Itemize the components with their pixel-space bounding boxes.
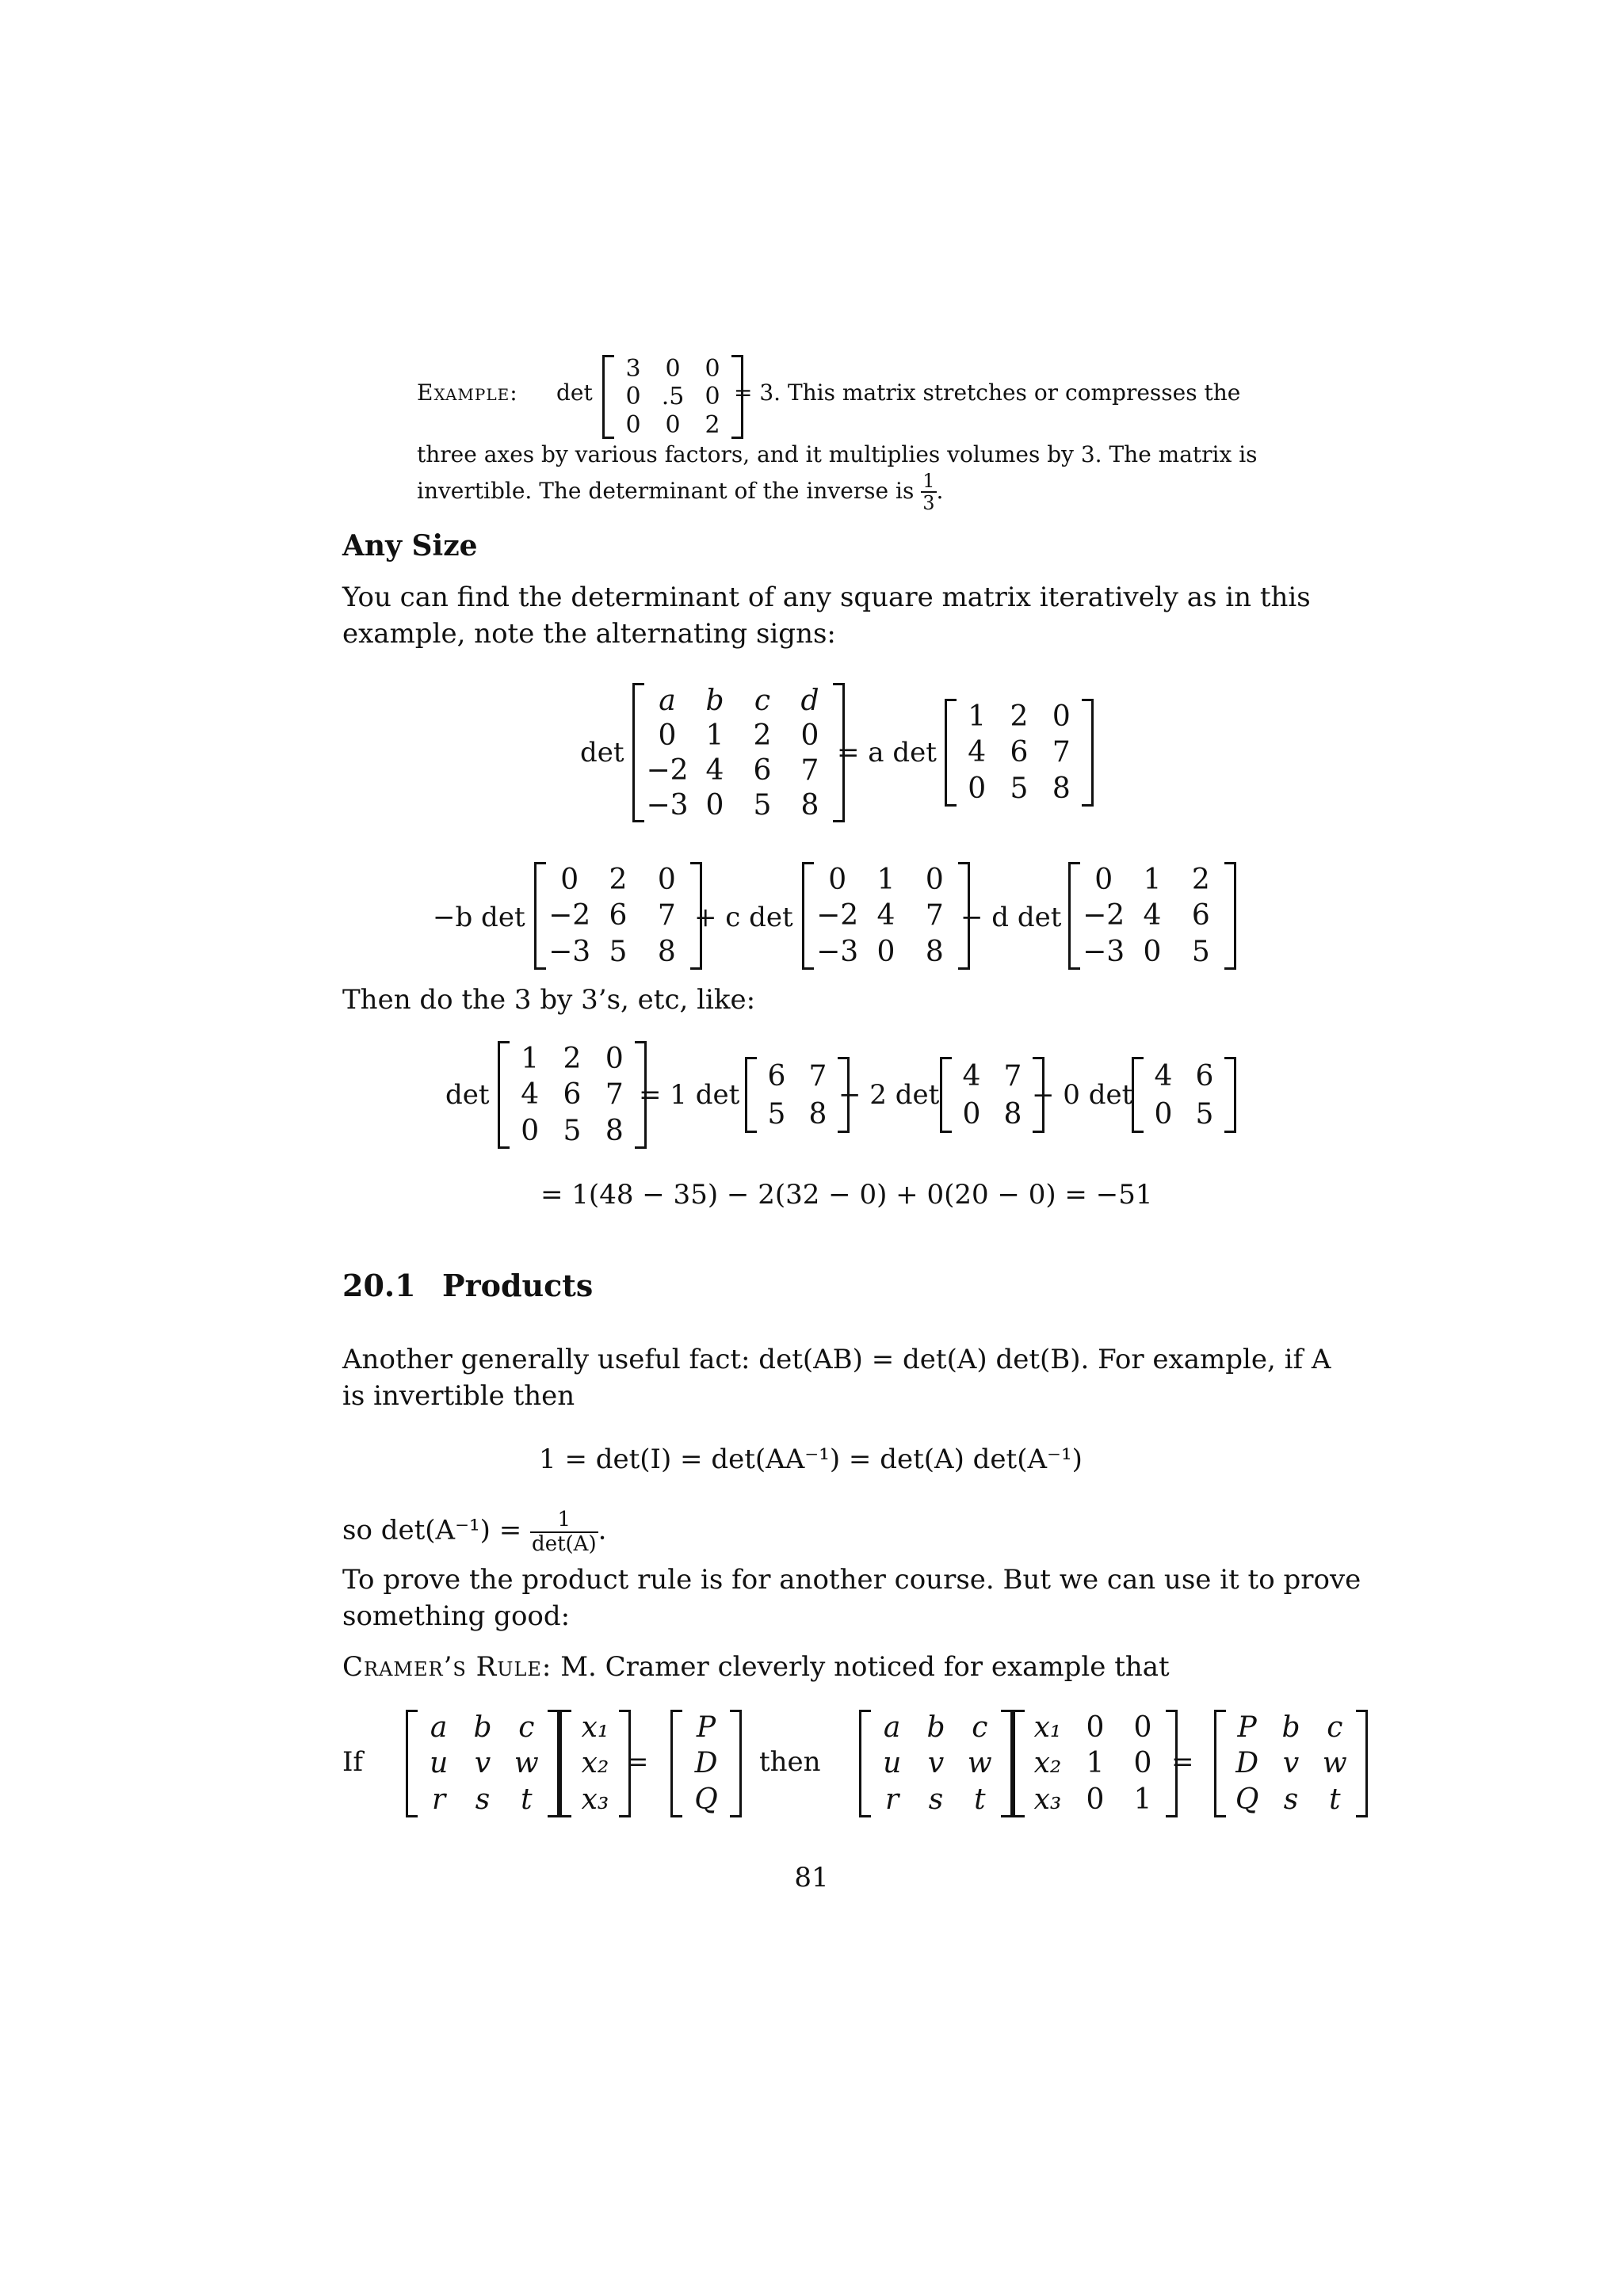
matrix-cell: 0: [521, 1114, 540, 1147]
matrix-cell: 0: [876, 935, 896, 968]
matrix-cell: 4: [876, 899, 896, 933]
cramer-label: Cramer’s Rule:: [342, 1651, 552, 1683]
c-det: + c det: [694, 902, 793, 933]
matrix-cell: 0: [800, 719, 819, 752]
products-para-line2: is invertible then: [342, 1380, 575, 1412]
cramer-text: M. Cramer cleverly noticed for example that: [560, 1651, 1170, 1683]
matrix-cell: Q: [694, 1783, 718, 1816]
matrix-cell: 0: [705, 383, 720, 411]
matrix-cell: 0: [1086, 1783, 1105, 1816]
matrix-cell: r: [885, 1783, 899, 1816]
matrix-cell: u: [883, 1747, 902, 1780]
left-bracket: [745, 1057, 757, 1133]
matrix-cell: b: [473, 1711, 492, 1745]
matrix-cell: w: [514, 1747, 539, 1780]
eq-3-det: + 0 det: [1032, 1079, 1133, 1111]
left-bracket: [534, 862, 546, 970]
matrix-cell: −2: [646, 753, 689, 787]
matrix-cell: 8: [800, 788, 819, 822]
matrix-cell: 5: [609, 935, 628, 968]
two-by-two-b: [940, 1057, 1044, 1133]
matrix-cell: 2: [1191, 864, 1210, 897]
matrix-cell: 7: [800, 753, 819, 787]
right-bracket: [1224, 1057, 1236, 1133]
matrix-cell: 8: [605, 1114, 624, 1147]
minor-c-matrix: [802, 862, 970, 970]
matrix-cell: 5: [1010, 772, 1029, 805]
eq-2-det: − 2 det: [838, 1079, 940, 1111]
matrix-cell: 0: [1052, 700, 1071, 734]
matrix-cell: −3: [548, 935, 591, 968]
matrix-cell: 0: [1086, 1711, 1105, 1745]
matrix-cell: 0: [665, 355, 681, 383]
matrix-cell: 2: [563, 1043, 582, 1076]
minor-d-matrix: [1068, 862, 1236, 970]
matrix-cell: 0: [1154, 1097, 1173, 1131]
left-bracket: [670, 1710, 682, 1817]
any-size-para-line2: example, note the alternating signs:: [342, 618, 836, 650]
then-label: then: [759, 1746, 821, 1778]
matrix-cell: 0: [705, 788, 724, 822]
right-bracket: [1356, 1710, 1368, 1817]
matrix-cell: 5: [563, 1114, 582, 1147]
left-bracket: [406, 1710, 418, 1817]
rhs-vector: [670, 1710, 742, 1817]
matrix-cell: 1: [1133, 1783, 1152, 1816]
matrix-cell: 8: [925, 935, 944, 968]
matrix-cell: 7: [925, 899, 944, 933]
right-bracket: [1082, 699, 1094, 807]
products-para2-line1: To prove the product rule is for another course. But we can use it to prove: [342, 1564, 1361, 1596]
matrix-cell: t: [1329, 1783, 1341, 1816]
matrix-cell: d: [800, 684, 819, 717]
matrix-cell: 3: [625, 355, 641, 383]
left-bracket: [498, 1041, 510, 1149]
matrix-cell: 4: [962, 1059, 981, 1093]
matrix-cell: 8: [1003, 1097, 1022, 1131]
left-bracket: [1132, 1057, 1144, 1133]
coefficient-matrix: [406, 1710, 559, 1817]
matrix-cell: b: [705, 684, 724, 717]
matrix-cell: −2: [1083, 899, 1125, 933]
cramer-result-matrix: [1214, 1710, 1368, 1817]
matrix-cell: x₂: [1033, 1747, 1062, 1780]
matrix-cell: 0: [962, 1097, 981, 1131]
big-matrix: [632, 683, 845, 822]
matrix-cell: −2: [548, 899, 591, 933]
matrix-cell: b: [926, 1711, 945, 1745]
matrix-cell: 0: [657, 864, 676, 897]
page-number: 81: [794, 1862, 829, 1894]
matrix-cell: 2: [705, 410, 720, 439]
matrix-cell: s: [1283, 1783, 1299, 1816]
left-bracket: [945, 699, 957, 807]
matrix-cell: 1: [705, 719, 724, 752]
b-det: −b det: [433, 902, 525, 933]
matrix-cell: 2: [753, 719, 772, 752]
matrix-cell: D: [694, 1747, 718, 1780]
matrix-cell: t: [974, 1783, 986, 1816]
left-bracket: [1214, 1710, 1226, 1817]
matrix-cell: 0: [1143, 935, 1162, 968]
matrix-cell: 7: [1003, 1059, 1022, 1093]
matrix-cell: v: [927, 1747, 945, 1780]
matrix-cell: P: [1237, 1711, 1257, 1745]
unknowns-vector: [559, 1710, 631, 1817]
matrix-cell: 8: [657, 935, 676, 968]
matrix-cell: a: [430, 1711, 448, 1745]
example-line2: three axes by various factors, and it multiplies volumes by 3. The matrix is: [417, 441, 1258, 467]
matrix-cell: t: [521, 1783, 533, 1816]
cramer-line: [342, 1650, 1170, 1685]
matrix-cell: c: [972, 1711, 988, 1745]
matrix-cell: 0: [605, 1043, 624, 1076]
matrix-cell: 4: [968, 736, 987, 769]
products-para2-line2: something good:: [342, 1600, 571, 1632]
matrix-cell: 6: [563, 1078, 582, 1112]
minor-a-matrix: [945, 699, 1094, 807]
matrix-cell: 6: [753, 753, 772, 787]
matrix-cell: D: [1235, 1747, 1259, 1780]
matrix-cell: 0: [658, 719, 677, 752]
left-bracket: [1068, 862, 1080, 970]
matrix-cell: 1: [968, 700, 987, 734]
matrix-cell: w: [1322, 1747, 1347, 1780]
matrix-cell: 0: [1133, 1711, 1152, 1745]
matrix-cell: 6: [1191, 899, 1210, 933]
matrix-cell: 1: [876, 864, 896, 897]
coefficient-matrix-2: [859, 1710, 1013, 1817]
matrix-cell: 8: [808, 1097, 827, 1131]
matrix-cell: c: [518, 1711, 535, 1745]
example-det: det: [556, 379, 593, 406]
matrix-cell: 0: [625, 383, 641, 411]
matrix-cell: 5: [1191, 935, 1210, 968]
matrix-cell: 7: [1052, 736, 1071, 769]
three-by-three-matrix: [498, 1041, 647, 1149]
inverse-formula: so det(A⁻¹) = $\frac{1}{\det(A)}$ .: [342, 1508, 607, 1556]
matrix-cell: 0: [925, 864, 944, 897]
det-label-2: det: [445, 1079, 490, 1111]
matrix-cell: 8: [1052, 772, 1071, 805]
matrix-cell: b: [1281, 1711, 1300, 1745]
matrix-cell: r: [432, 1783, 446, 1816]
matrix-cell: a: [883, 1711, 901, 1745]
matrix-cell: x₁: [1033, 1711, 1062, 1745]
matrix-cell: Q: [1235, 1783, 1259, 1816]
then-line: Then do the 3 by 3’s, etc, like:: [342, 984, 756, 1016]
matrix-cell: 1: [521, 1043, 540, 1076]
result-line: = 1(48 − 35) − 2(32 − 0) + 0(20 − 0) = −51: [540, 1179, 1153, 1211]
equals-1: =: [626, 1746, 649, 1778]
matrix-cell: x₃: [581, 1783, 609, 1816]
matrix-cell: a: [659, 684, 676, 717]
matrix-cell: −3: [816, 935, 859, 968]
matrix-cell: 4: [521, 1078, 540, 1112]
matrix-cell: s: [475, 1783, 491, 1816]
matrix-cell: 7: [808, 1059, 827, 1093]
matrix-cell: 0: [968, 772, 987, 805]
inverse-det-fraction: $\frac{1}{\det(A)}$: [532, 1508, 597, 1556]
matrix-cell: 0: [625, 410, 641, 439]
matrix-cell: 0: [1094, 864, 1113, 897]
right-bracket: [1224, 862, 1236, 970]
right-bracket: [548, 1710, 559, 1817]
eq-a-det: = a det: [837, 737, 937, 769]
matrix-cell: 6: [1195, 1059, 1214, 1093]
two-by-two-a: [745, 1057, 850, 1133]
matrix-cell: x₃: [1033, 1783, 1062, 1816]
matrix-cell: s: [928, 1783, 944, 1816]
left-bracket: [802, 862, 814, 970]
matrix-cell: x₂: [581, 1747, 609, 1780]
matrix-cell: c: [754, 684, 771, 717]
left-bracket: [1013, 1710, 1025, 1817]
matrix-cell: 4: [1154, 1059, 1173, 1093]
example-after: = 3. This matrix stretches or compresses the: [734, 379, 1241, 406]
matrix-cell: 5: [1195, 1097, 1214, 1131]
if-label: If: [342, 1746, 364, 1778]
x-identity-matrix: [1013, 1710, 1178, 1817]
matrix-cell: c: [1327, 1711, 1343, 1745]
minor-b-matrix: [534, 862, 702, 970]
section-title: Products: [442, 1268, 594, 1303]
matrix-cell: 4: [705, 753, 724, 787]
matrix-cell: −3: [646, 788, 689, 822]
matrix-cell: v: [1282, 1747, 1300, 1780]
example-label: Example:: [417, 379, 518, 406]
right-bracket: [1001, 1710, 1013, 1817]
det-label-1: det: [580, 737, 624, 769]
left-bracket: [940, 1057, 952, 1133]
matrix-cell: w: [967, 1747, 992, 1780]
matrix-cell: 7: [657, 899, 676, 933]
matrix-cell: −3: [1083, 935, 1125, 968]
matrix-cell: 2: [609, 864, 628, 897]
matrix-cell: 5: [767, 1097, 786, 1131]
matrix-cell: 0: [665, 410, 681, 439]
example-matrix: [602, 355, 743, 439]
equals-2: =: [1171, 1746, 1194, 1778]
any-size-heading: Any Size: [342, 529, 478, 563]
matrix-cell: 7: [605, 1078, 624, 1112]
d-det: − d det: [960, 902, 1062, 933]
matrix-cell: 0: [705, 355, 720, 383]
matrix-cell: 0: [828, 864, 847, 897]
eq-1-det: = 1 det: [639, 1079, 740, 1111]
inverse-fraction: $\frac{1}{3}$: [922, 470, 935, 515]
left-bracket: [859, 1710, 871, 1817]
matrix-cell: 2: [1010, 700, 1029, 734]
any-size-para-line1: You can find the determinant of any square matrix iteratively as in this: [342, 582, 1311, 613]
matrix-cell: P: [696, 1711, 716, 1745]
products-para-line1: Another generally useful fact: det(AB) = det(A) det(B). For example, if A: [342, 1344, 1331, 1375]
matrix-cell: v: [474, 1747, 491, 1780]
matrix-cell: 6: [609, 899, 628, 933]
right-bracket: [730, 1710, 742, 1817]
left-bracket: [602, 355, 614, 439]
example-line3: invertible. The determinant of the inverse is $\frac{1}{3}$ .: [417, 470, 944, 515]
matrix-cell: 1: [1086, 1747, 1105, 1780]
matrix-cell: 0: [560, 864, 579, 897]
matrix-cell: 5: [753, 788, 772, 822]
matrix-cell: 0: [1133, 1747, 1152, 1780]
matrix-cell: .5: [661, 383, 685, 411]
section-number: 20.1: [342, 1268, 416, 1303]
matrix-cell: −2: [816, 899, 859, 933]
matrix-cell: 6: [1010, 736, 1029, 769]
left-bracket: [559, 1710, 571, 1817]
matrix-cell: u: [430, 1747, 449, 1780]
two-by-two-c: [1132, 1057, 1236, 1133]
matrix-cell: 1: [1143, 864, 1162, 897]
matrix-cell: x₁: [581, 1711, 609, 1745]
matrix-cell: 4: [1143, 899, 1162, 933]
matrix-cell: 6: [767, 1059, 786, 1093]
left-bracket: [632, 683, 644, 822]
identity-equation: 1 = det(I) = det(AA⁻¹) = det(A) det(A⁻¹): [539, 1444, 1083, 1475]
